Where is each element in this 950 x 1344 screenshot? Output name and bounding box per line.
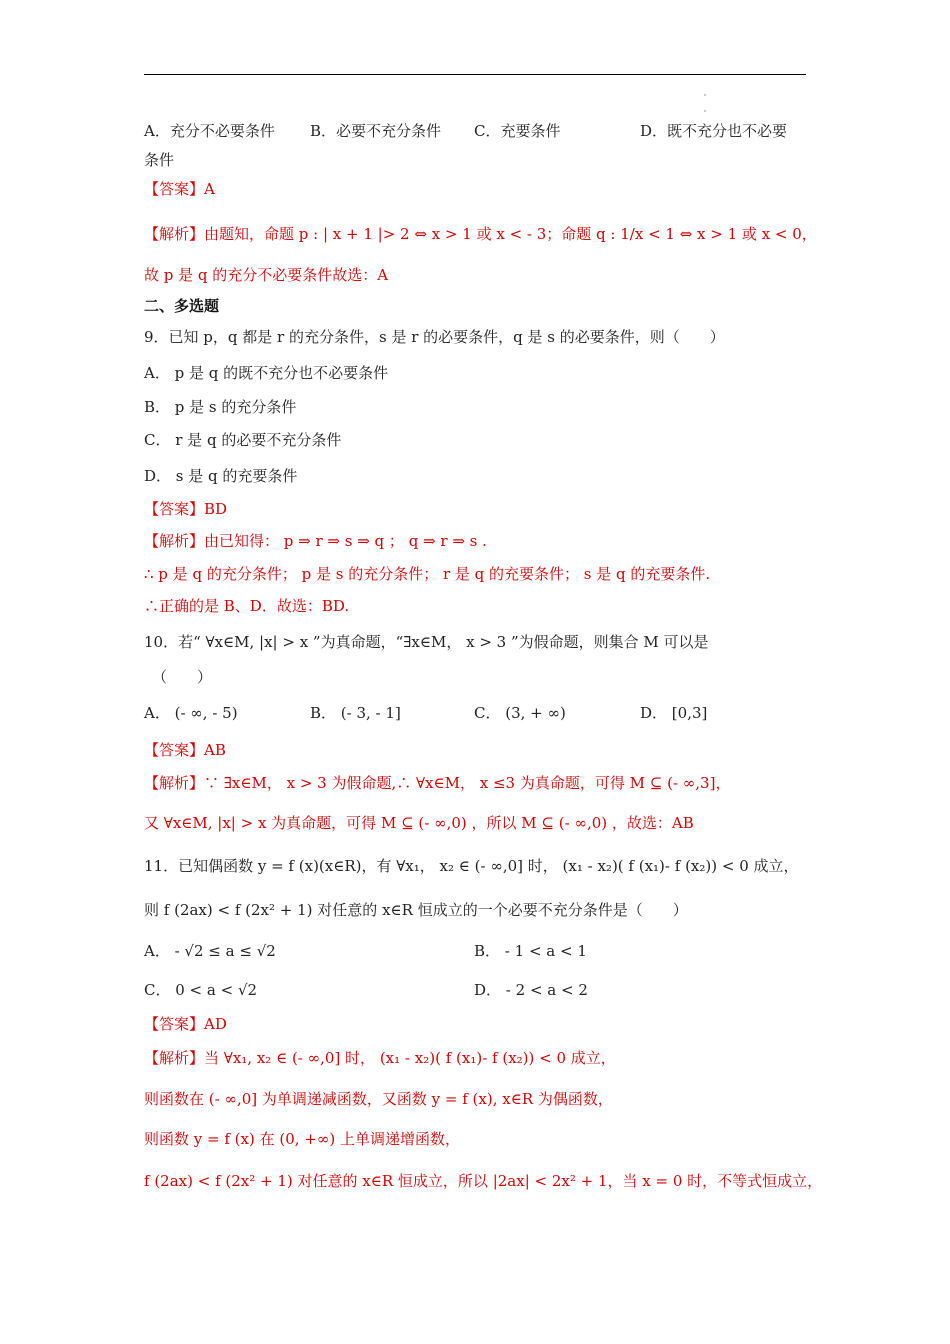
q10-stem: 10．若“ ∀x∈M, |x| > x ”为真命题，“∃x∈M， x > 3 ”为假命题，则集合 M 可以是	[144, 633, 709, 651]
q9-analysis-line-3: ∴正确的是 B、D．故选：BD.	[144, 597, 350, 615]
q8-analysis-line-2: 故 p 是 q 的充分不必要条件故选：A	[144, 266, 389, 284]
q11-option-d: D． - 2 < a < 2	[474, 981, 588, 999]
header-dot	[704, 94, 706, 96]
q10-option-a: A． (- ∞, - 5)	[144, 704, 238, 722]
q9-stem: 9．已知 p，q 都是 r 的充分条件，s 是 r 的必要条件，q 是 s 的必要条件，则（ ）	[144, 328, 725, 346]
q10-stem-continued: （ ）	[152, 668, 213, 686]
q11-stem-line-1: 11．已知偶函数 y = f (x)(x∈R)，有 ∀x₁， x₂ ∈ (- ∞,0] 时， (x₁ - x₂)( f (x₁)- f (x₂)) < 0 成立，	[144, 857, 799, 875]
q10-analysis-line-2: 又 ∀x∈M, |x| > x 为真命题，可得 M ⊆ (- ∞,0) ，所以 M ⊆ (- ∞,0) ，故选：AB	[144, 814, 694, 832]
q11-option-b: B． - 1 < a < 1	[474, 942, 587, 960]
q9-analysis-line-1: 【解析】由已知得： p ⇒ r ⇒ s ⇒ q ； q ⇒ r ⇒ s .	[144, 532, 487, 550]
q10-answer: 【答案】AB	[144, 741, 226, 759]
q9-option-b: B． p 是 s 的充分条件	[144, 398, 297, 416]
q9-answer: 【答案】BD	[144, 500, 228, 518]
q8-option-c: C．充要条件	[474, 122, 561, 140]
q11-analysis-line-3: 则函数 y = f (x) 在 (0, +∞) 上单调递增函数，	[144, 1130, 460, 1148]
q8-option-d-continued: 条件	[144, 151, 175, 169]
q8-option-b: B．必要不充分条件	[310, 122, 442, 140]
q11-analysis-line-1: 【解析】当 ∀x₁, x₂ ∈ (- ∞,0] 时， (x₁ - x₂)( f (x₁)- f (x₂)) < 0 成立，	[144, 1049, 616, 1067]
q10-analysis-line-1: 【解析】∵ ∃x∈M， x > 3 为假命题,∴ ∀x∈M， x ≤3 为真命题，可得 M ⊆ (- ∞,3]，	[144, 774, 731, 792]
q9-option-a: A． p 是 q 的既不充分也不必要条件	[144, 364, 389, 382]
q10-option-b: B． (- 3, - 1]	[310, 704, 401, 722]
header-dot	[704, 110, 706, 112]
q11-option-a: A． - √2 ≤ a ≤ √2	[144, 942, 276, 960]
q10-option-c: C． (3, + ∞)	[474, 704, 566, 722]
q9-option-d: D． s 是 q 的充要条件	[144, 467, 298, 485]
q11-option-c: C． 0 < a < √2	[144, 981, 258, 999]
section-title: 二、多选题	[144, 297, 220, 315]
q8-analysis-line-1: 【解析】由题知，命题 p : | x + 1 |> 2 ⇔ x > 1 或 x < - 3；命题 q : 1/x < 1 ⇔ x > 1 或 x < 0，	[144, 225, 817, 243]
q11-answer: 【答案】AD	[144, 1015, 227, 1033]
q9-analysis-line-2: ∴ p 是 q 的充分条件； p 是 s 的充分条件； r 是 q 的充要条件； s 是 q 的充要条件.	[144, 565, 711, 583]
q11-stem-line-2: 则 f (2ax) < f (2x² + 1) 对任意的 x∈R 恒成立的一个必要不充分条件是（ ）	[144, 901, 688, 919]
q8-answer: 【答案】A	[144, 180, 215, 198]
q9-option-c: C． r 是 q 的必要不充分条件	[144, 431, 342, 449]
q8-option-d: D．既不充分也不必要	[640, 122, 788, 140]
q11-analysis-line-2: 则函数在 (- ∞,0] 为单调递减函数，又函数 y = f (x), x∈R 为偶函数，	[144, 1090, 613, 1108]
q10-option-d: D． [0,3]	[640, 704, 708, 722]
q8-option-a: A．充分不必要条件	[144, 122, 275, 140]
header-rule	[144, 74, 806, 75]
q11-analysis-line-4: f (2ax) < f (2x² + 1) 对任意的 x∈R 恒成立，所以 |2ax| < 2x² + 1，当 x = 0 时，不等式恒成立，	[144, 1172, 823, 1190]
